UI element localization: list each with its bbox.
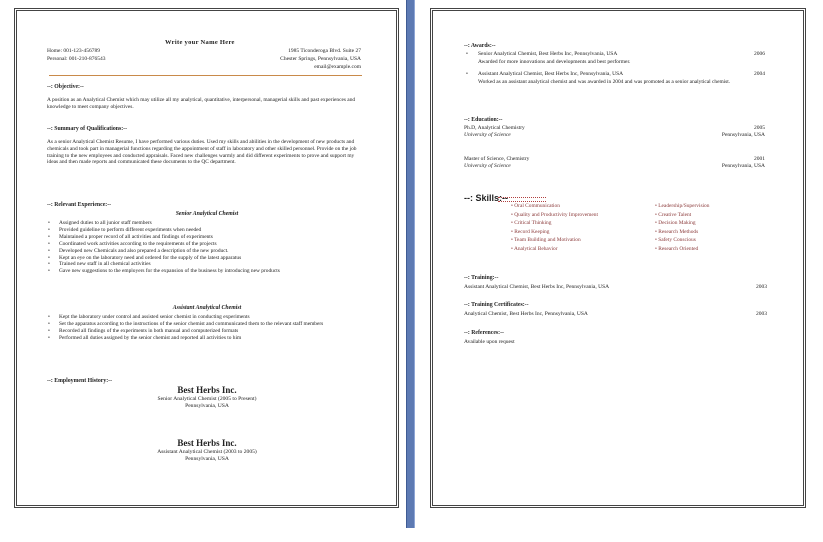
school-location: Pennsylvania, USA (721, 163, 765, 169)
award-desc: Awarded for more innovations and developments and best performer. (478, 59, 631, 65)
degree: Master of Science, Chemistry (464, 156, 530, 162)
job-location: Pennsylvania, USA (185, 403, 229, 409)
award-title: Assistant Analytical Chemist, Best Herbs Inc, Pennsylvania, USA (478, 71, 624, 77)
resume-page-2 (430, 8, 806, 508)
award-year: 2006 (754, 51, 765, 57)
list-item: • Set the apparatus according to the instructions of the senior chemist and communicated them to the relevant staff members (47, 321, 359, 328)
relevant-experience-heading: --: Relevant Experience:-- (47, 202, 112, 208)
assistant-chemist-title: Assistant Analytical Chemist (172, 305, 242, 311)
degree-year: 2001 (754, 156, 765, 162)
company-name: Best Herbs Inc. (177, 385, 237, 395)
summary-heading: --: Summary of Qualifications:-- (47, 126, 128, 132)
list-item: • Coordinated work activities according to the requirements of the projects (47, 241, 280, 248)
list-item: • Decision Making (655, 219, 709, 228)
award-desc: Worked as an assistant analytical chemist and was awarded in 2004 and was promoted as a senior analytical chemist. (478, 79, 731, 85)
list-item: • Analytical Behavior (511, 245, 598, 254)
awards-heading: --: Awards:-- (464, 43, 496, 49)
references-heading: --: References:-- (464, 330, 504, 336)
degree-year: 2005 (754, 125, 765, 131)
certificates-heading: --: Training Certificates:-- (464, 302, 529, 308)
page-divider (406, 0, 415, 528)
training-heading: --: Training:-- (464, 275, 499, 281)
training-year: 2003 (756, 284, 767, 290)
list-item: • Research Methods (655, 228, 709, 237)
list-item: • Trained new staff in all chemical activities (47, 261, 280, 268)
list-item: • Quality and Productivity Improvement (511, 211, 598, 220)
company-name: Best Herbs Inc. (177, 438, 237, 448)
job-location: Pennsylvania, USA (185, 456, 229, 462)
home-phone: Home: 001-123-456789 (47, 48, 101, 54)
list-item: • Provided guideline to perform different experiments when needed (47, 227, 280, 234)
senior-duties-list (47, 220, 280, 275)
award-bullet: • (466, 71, 468, 77)
list-item: • Safety Conscious (655, 236, 709, 245)
employment-heading: --: Employment History:-- (47, 378, 113, 384)
list-item: • Leadership/Supervision (655, 202, 709, 211)
summary-text: As a senior Analytical Chemist Resume, I have performed various duties. Used my skills and abilities in the development of new products and chemicals and took part in managerial functions regarding the appointment of staff in laboratory and other skilled personnel. Provide on the job training to the new employees and conducted appraisals. Faced new challenges warmly and did different experiments to prove and support my ideas and then made reports and communicated these documents to the QC department. (47, 139, 357, 166)
list-item: • Creative Talent (655, 211, 709, 220)
certificate-year: 2003 (756, 311, 767, 317)
address-line-1: 1985 Ticonderoga Blvd. Suite 27 (288, 48, 361, 54)
job-role: Senior Analytical Chemist (2005 to Present) (157, 396, 257, 402)
resume-name: Write your Name Here (165, 39, 235, 46)
award-year: 2004 (754, 71, 765, 77)
references-text: Available upon request (464, 339, 515, 345)
school-location: Pennsylvania, USA (721, 132, 765, 138)
list-item: • Developed new Chemicals and also prepared a description of the new product. (47, 248, 280, 255)
list-item: • Team Building and Motivation (511, 236, 598, 245)
header-rule (49, 75, 362, 76)
list-item: • Recorded all findings of the experiments in both manual and computerized formats (47, 328, 359, 335)
email: email@example.com (314, 64, 361, 70)
award-bullet: • (466, 51, 468, 57)
degree: Ph.D, Analytical Chemistry (464, 125, 525, 131)
list-item: • Record Keeping (511, 228, 598, 237)
objective-heading: --: Objective:-- (47, 84, 84, 90)
assistant-duties-list (47, 314, 359, 342)
list-item: • Maintained a proper record of all activities and findings of experiments (47, 234, 280, 241)
list-item: • Kept the laboratory under control and assisted senior chemist in conducting experiments (47, 314, 359, 321)
list-item: • Research Oriented (655, 245, 709, 254)
list-item: • Oral Communication (511, 202, 598, 211)
employment-entry (107, 438, 307, 463)
school: University of Science (464, 163, 511, 169)
certificate-entry: Analytical Chemist, Best Herbs Inc, Pennsylvania, USA (464, 311, 588, 317)
list-item: • Critical Thinking (511, 219, 598, 228)
skills-list-left (511, 202, 598, 254)
job-role: Assistant Analytical Chemist (2003 to 2005) (157, 449, 257, 455)
list-item: • Performed all duties assigned by the senior chemist and reported all activities to him (47, 335, 359, 342)
employment-entry (107, 385, 307, 410)
education-heading: --: Education:-- (464, 117, 503, 123)
resume-page-1 (14, 8, 399, 508)
senior-chemist-title: Senior Analytical Chemist (175, 211, 239, 217)
list-item: • Gave new suggestions to the employers for the expansion of the business by introducing new products (47, 268, 280, 275)
skills-list-right (655, 202, 709, 254)
list-item: • Kept an eye on the laboratory need and ordered for the supply of the latest apparatus (47, 255, 280, 262)
objective-text: A position as an Analytical Chemist which may utilize all my analytical, quantitative, interpersonal, managerial skills and past experiences and knowledge to meet company objectives. (47, 97, 356, 110)
address-line-2: Chester Springs, Pennsylvania, USA (280, 56, 361, 62)
training-entry: Assistant Analytical Chemist, Best Herbs Inc, Pennsylvania, USA (464, 284, 610, 290)
list-item: • Assigned duties to all junior staff members (47, 220, 280, 227)
school: University of Science (464, 132, 511, 138)
personal-phone: Personal: 001-210-876543 (47, 56, 106, 62)
skills-heading: --: Skills:-- (464, 193, 508, 203)
award-title: Senior Analytical Chemist, Best Herbs Inc, Pennsylvania, USA (478, 51, 618, 57)
